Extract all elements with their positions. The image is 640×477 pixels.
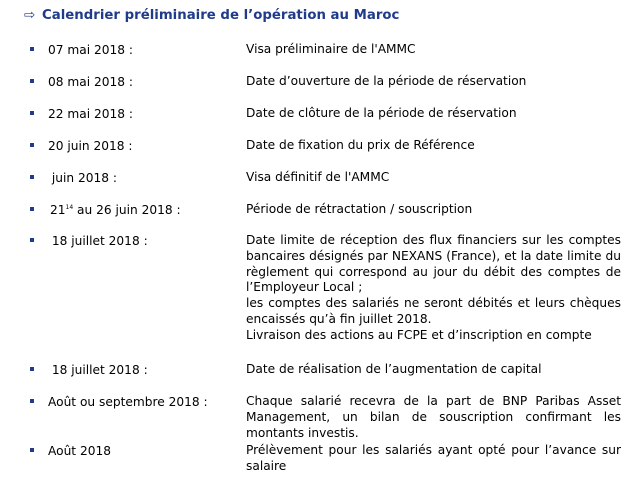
row-date: Août ou septembre 2018 : — [48, 395, 208, 409]
row-description — [246, 233, 621, 344]
row-date: 22 mai 2018 : — [48, 107, 133, 121]
row-description: Période de rétractation / souscription — [246, 202, 473, 216]
row-date: $21^{14}$ au 26 juin 2018 : — [50, 203, 181, 217]
row-description: Chaque salarié recevra de la part de BNP Paribas Asset Management, un bilan de souscription confirmant les montants investis. — [246, 394, 621, 440]
row-description: Visa préliminaire de l'AMMC — [246, 42, 416, 56]
row-date: juin 2018 : — [48, 171, 117, 185]
bullet-icon — [30, 207, 34, 211]
bullet-icon — [30, 448, 34, 452]
row-date: Août 2018 — [48, 444, 111, 458]
description-line: Date limite de réception des flux financiers sur les comptes bancaires désignés par NEXANS (France), et la date limite du règlement qui correspond au jour du débit des comptes de l’Employeur Local ; — [246, 233, 621, 295]
description-line: les comptes des salariés ne seront débités et leurs chèques encaissés qu’à fin juillet 2018. — [246, 296, 621, 326]
bullet-icon — [30, 111, 34, 115]
row-date: 18 juillet 2018 : — [48, 363, 148, 377]
row-date: 07 mai 2018 : — [48, 43, 133, 57]
row-date: 20 juin 2018 : — [48, 139, 133, 153]
row-date: 18 juillet 2018 : — [48, 234, 148, 248]
bullet-icon — [30, 399, 34, 403]
heading-title: Calendrier préliminaire de l’opération au Maroc — [42, 8, 400, 23]
row-description: Date de réalisation de l’augmentation de capital — [246, 362, 542, 376]
section-heading — [24, 8, 399, 23]
row-description: Visa définitif de l'AMMC — [246, 170, 390, 184]
arrow-right-icon: ⇨ — [24, 8, 36, 23]
row-date: 08 mai 2018 : — [48, 75, 133, 89]
description-line: Livraison des actions au FCPE et d’inscription en compte — [246, 327, 592, 342]
row-description: Date de clôture de la période de réservation — [246, 106, 517, 120]
row-description: Date de fixation du prix de Référence — [246, 138, 475, 152]
bullet-icon — [30, 238, 34, 242]
row-description: Date d’ouverture de la période de réservation — [246, 74, 527, 88]
bullet-icon — [30, 47, 34, 51]
row-description: Prélèvement pour les salariés ayant opté pour l’avance sur salaire — [246, 443, 621, 473]
bullet-icon — [30, 143, 34, 147]
bullet-icon — [30, 79, 34, 83]
bullet-icon — [30, 367, 34, 371]
bullet-icon — [30, 175, 34, 179]
